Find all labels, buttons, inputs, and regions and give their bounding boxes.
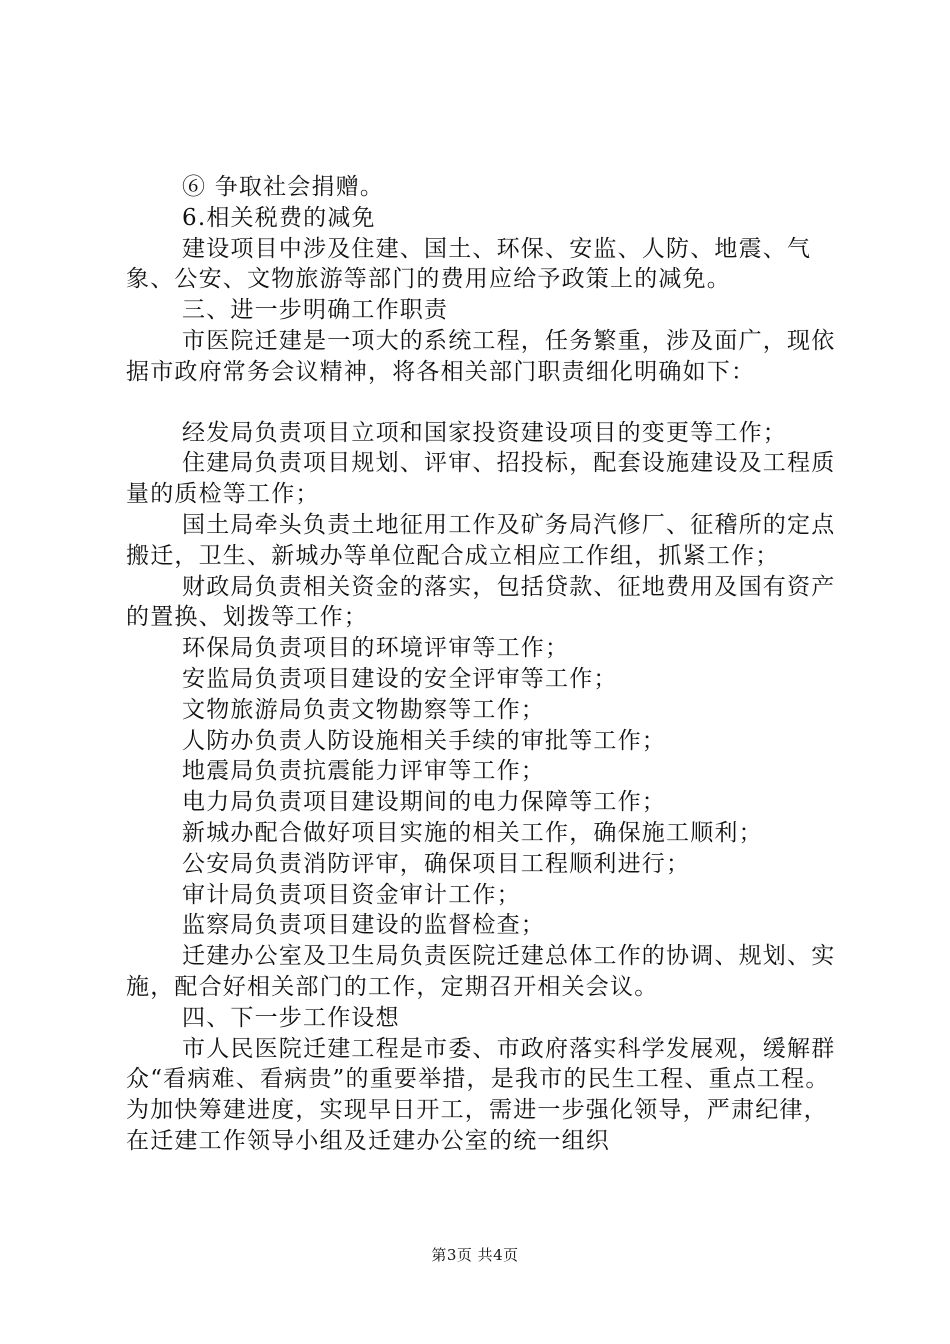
duty-item: 迁建办公室及卫生局负责医院迁建总体工作的协调、规划、实施，配合好相关部门的工作，定期召开相关会议。	[126, 943, 836, 1000]
paragraph-spacer	[126, 388, 846, 418]
document-body	[126, 172, 846, 1157]
paragraph-tax-relief: 建设项目中涉及住建、国土、环保、安监、人防、地震、气象、公安、文物旅游等部门的费用应给予政策上的减免。	[126, 235, 812, 293]
duty-item: 文物旅游局负责文物勘察等工作；	[182, 696, 545, 723]
duty-item: 环保局负责项目的环境评审等工作；	[182, 635, 570, 662]
duty-item: 电力局负责项目建设期间的电力保障等工作；	[182, 789, 666, 816]
duty-item: 住建局负责项目规划、评审、招投标，配套设施建设及工程质量的质检等工作；	[126, 450, 836, 508]
duty-item: 经发局负责项目立项和国家投资建设项目的变更等工作；	[182, 419, 787, 446]
paragraph-donation: ⑥ 争取社会捐赠。	[182, 174, 385, 200]
duty-item: 新城办配合做好项目实施的相关工作，确保施工顺利；	[182, 819, 763, 846]
duty-item: 财政局负责相关资金的落实，包括贷款、征地费用及国有资产的置换、划拨等工作；	[126, 573, 836, 631]
heading-section-four: 四、下一步工作设想	[182, 1004, 400, 1031]
page-footer: 第3页 共4页	[431, 1246, 519, 1264]
duty-item: 公安局负责消防评审，确保项目工程顺利进行；	[182, 850, 691, 877]
duty-item: 人防办负责人防设施相关手续的审批等工作；	[182, 727, 666, 754]
duty-item: 监察局负责项目建设的监督检查；	[182, 912, 545, 939]
duty-item: 安监局负责项目建设的安全评审等工作；	[182, 665, 618, 692]
paragraph-section-four: 市人民医院迁建工程是市委、市政府落实科学发展观，缓解群众“看病难、看病贵”的重要举措，是我市的民生工程、重点工程。为加快筹建进度，实现早日开工，需进一步强化领导，严肃纪律，在迁建工作领导小组及迁建办公室的统一组织	[126, 1035, 836, 1154]
paragraph-section-three-intro: 市医院迁建是一项大的系统工程，任务繁重，涉及面广，现依据市政府常务会议精神，将各相关部门职责细化明确如下：	[126, 327, 836, 385]
heading-section-three: 三、进一步明确工作职责	[182, 297, 449, 324]
duty-item: 审计局负责项目资金审计工作；	[182, 881, 521, 908]
duty-item: 国土局牵头负责土地征用工作及矿务局汽修厂、征稽所的定点搬迁，卫生、新城办等单位配合成立相应工作组，抓紧工作；	[126, 511, 836, 569]
duty-item: 地震局负责抗震能力评审等工作；	[182, 758, 545, 785]
heading-tax-relief: 6.相关税费的减免	[182, 204, 376, 231]
